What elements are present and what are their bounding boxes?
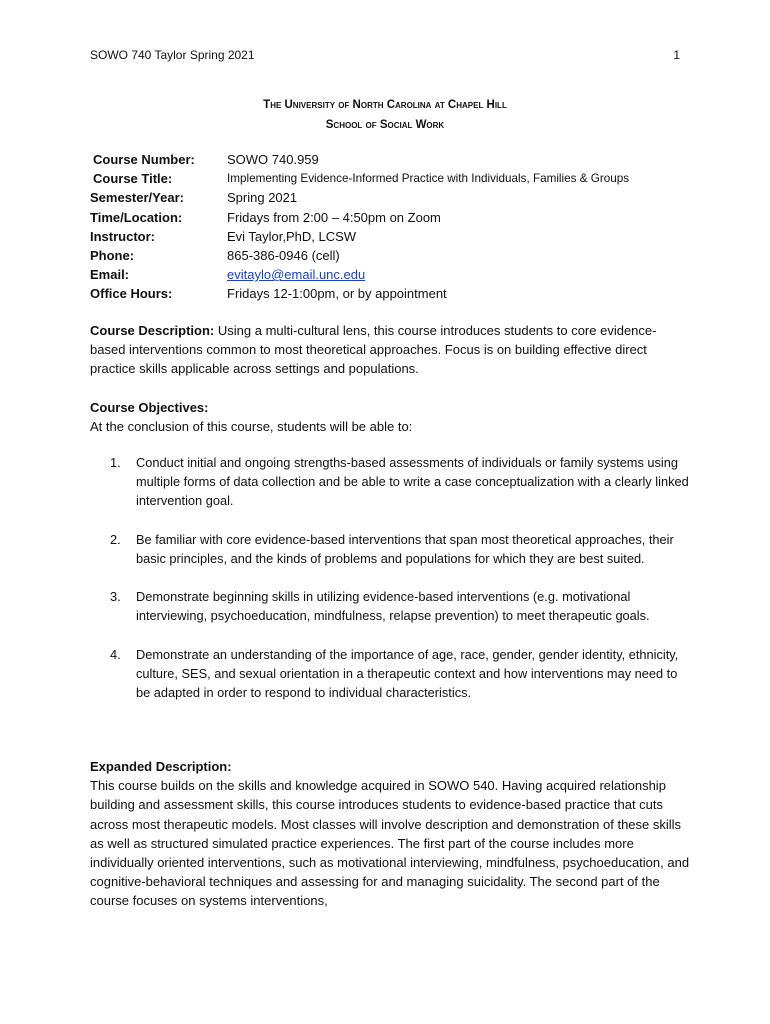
list-text: Conduct initial and ongoing strengths-based assessments of individuals or family systems using multiple forms of data collection and be able to write a case conceptualization with a clearly linked intervention goal.: [136, 455, 689, 508]
info-value: 865-386-0946 (cell): [227, 247, 340, 263]
list-text: Demonstrate an understanding of the importance of age, race, gender, gender identity, ethnicity, culture, SES, and sexual orientation in a therapeutic context and how interventions may need to be adapted in order to respond to individual characteristics.: [136, 646, 679, 700]
objectives-intro: At the conclusion of this course, students will be able to:: [90, 419, 413, 435]
info-row-semester: [90, 188, 690, 207]
school-name: School of Social Work: [325, 119, 445, 131]
list-text: Demonstrate beginning skills in utilizing evidence-based interventions (e.g. motivational interviewing, psychoeducation, mindfulness, relapse prevention) to meet therapeutic goals.: [136, 589, 650, 623]
list-text: Be familiar with core evidence-based interventions that span most theoretical approaches, their basic principles, and the kinds of problems and populations for which they are best suited.: [136, 531, 674, 566]
info-label: Phone:: [90, 247, 135, 263]
info-row-course-title: [90, 169, 690, 188]
list-number: 3.: [110, 589, 121, 604]
running-header: SOWO 740 Taylor Spring 2021: [90, 48, 255, 62]
info-value: Fridays 12-1:00pm, or by appointment: [227, 286, 447, 302]
info-value: Spring 2021: [227, 190, 298, 206]
objectives-list: [90, 453, 690, 721]
info-label: Office Hours:: [90, 286, 173, 302]
list-item: [90, 587, 690, 625]
list-item: [90, 453, 690, 510]
course-description-heading: Course Description:: [90, 323, 215, 338]
info-row-office-hours: [90, 284, 690, 303]
info-row-course-number: [90, 150, 690, 169]
list-item: [90, 530, 690, 568]
expanded-description-text: This course builds on the skills and knowledge acquired in SOWO 540. Having acquired relationship building and assessment skills, this course introduces students to evidence-based practice that cuts across most therapeutic models. Most classes will involve description and demonstration of these skills as well as structured simulated practice experiences. The first part of the course includes more individually oriented interventions, such as motivational interviewing, mindfulness, psychoeducation, and cognitive-behavioral techniques and assessing for and managing suicidality. The second part of the course focuses on systems interventions,: [90, 778, 690, 909]
info-label: Email:: [90, 267, 130, 283]
objectives-heading: Course Objectives:: [90, 400, 209, 415]
course-info-table: [90, 150, 690, 304]
expanded-description-heading: Expanded Description:: [90, 759, 232, 774]
info-label: Course Title:: [93, 171, 173, 187]
title-block: [0, 95, 770, 135]
info-row-email: [90, 265, 690, 284]
objectives-header: [90, 398, 690, 436]
university-name: The University of North Carolina at Chapel Hill: [263, 99, 507, 111]
info-value: SOWO 740.959: [227, 152, 319, 167]
info-label: Time/Location:: [90, 209, 183, 225]
info-row-instructor: [90, 227, 690, 246]
course-description: [90, 321, 690, 379]
info-value: Implementing Evidence-Informed Practice with Individuals, Families & Groups: [227, 172, 630, 186]
expanded-description: [90, 757, 690, 911]
course-description-text: Using a multi-cultural lens, this course introduces students to core evidence-based interventions common to most theoretical approaches. Focus is on building effective direct practice skills applicable across settings and populations.: [90, 323, 657, 377]
page-number: 1: [673, 48, 680, 62]
list-item: [90, 645, 690, 702]
list-number: 1.: [110, 455, 121, 470]
info-label: Instructor:: [90, 228, 155, 244]
info-label: Course Number:: [93, 152, 195, 167]
info-value: Fridays from 2:00 – 4:50pm on Zoom: [227, 209, 441, 225]
email-link[interactable]: evitaylo@email.unc.edu: [227, 267, 366, 283]
info-row-phone: [90, 246, 690, 265]
list-number: 4.: [110, 646, 121, 662]
info-row-time-location: [90, 208, 690, 227]
info-value: Evi Taylor,PhD, LCSW: [227, 228, 357, 244]
list-number: 2.: [110, 531, 121, 547]
info-label: Semester/Year:: [90, 190, 184, 206]
